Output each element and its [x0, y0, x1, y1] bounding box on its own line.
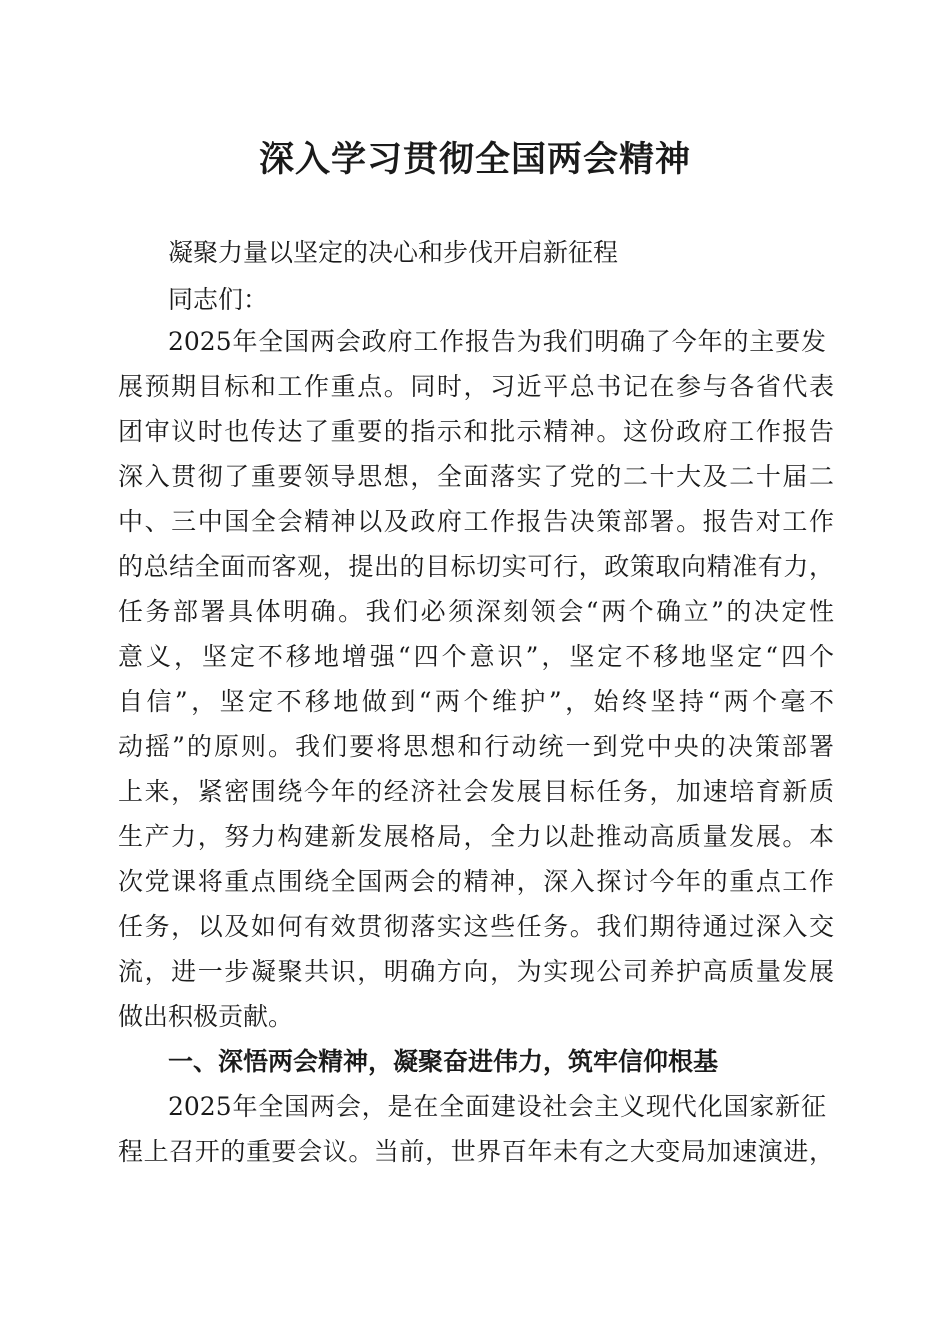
- document-subtitle: 凝聚力量以坚定的决心和步伐开启新征程: [168, 238, 619, 267]
- salutation: 同志们：: [168, 285, 269, 314]
- section-heading: 一、深悟两会精神，凝聚奋进伟力，筑牢信仰根基: [168, 1047, 719, 1076]
- paragraph-line: 展预期目标和工作重点。同时，习近平总书记在参与各省代表: [118, 372, 834, 401]
- paragraph-line: 动摇”的原则。我们要将思想和行动统一到党中央的决策部署: [118, 732, 834, 761]
- paragraph-line: 2025年全国两会政府工作报告为我们明确了今年的主要发: [168, 327, 826, 356]
- paragraph-line: 做出积极贡献。: [118, 1002, 294, 1031]
- paragraph-line: 程上召开的重要会议。当前，世界百年未有之大变局加速演进，: [118, 1137, 834, 1166]
- paragraph-line: 中、三中国全会精神以及政府工作报告决策部署。报告对工作: [118, 507, 834, 536]
- paragraph-line: 上来，紧密围绕今年的经济社会发展目标任务，加速培育新质: [118, 777, 834, 806]
- paragraph-line: 任务，以及如何有效贯彻落实这些任务。我们期待通过深入交: [118, 912, 834, 941]
- document-title: 深入学习贯彻全国两会精神: [258, 139, 691, 180]
- paragraph-line: 生产力，努力构建新发展格局，全力以赴推动高质量发展。本: [118, 822, 834, 851]
- paragraph-line: 流，进一步凝聚共识，明确方向，为实现公司养护高质量发展: [118, 957, 834, 986]
- paragraph-line: 自信”，坚定不移地做到“两个维护”，始终坚持“两个毫不: [118, 687, 834, 716]
- paragraph-line: 意义，坚定不移地增强“四个意识”，坚定不移地坚定“四个: [118, 642, 834, 671]
- paragraph-line: 次党课将重点围绕全国两会的精神，深入探讨今年的重点工作: [118, 867, 834, 896]
- paragraph-line: 任务部署具体明确。我们必须深刻领会“两个确立”的决定性: [118, 597, 834, 626]
- paragraph-line: 团审议时也传达了重要的指示和批示精神。这份政府工作报告: [118, 417, 834, 446]
- paragraph-line: 的总结全面而客观，提出的目标切实可行，政策取向精准有力，: [118, 552, 834, 581]
- paragraph-line: 2025年全国两会，是在全面建设社会主义现代化国家新征: [168, 1092, 826, 1121]
- paragraph-line: 深入贯彻了重要领导思想，全面落实了党的二十大及二十届二: [118, 462, 834, 491]
